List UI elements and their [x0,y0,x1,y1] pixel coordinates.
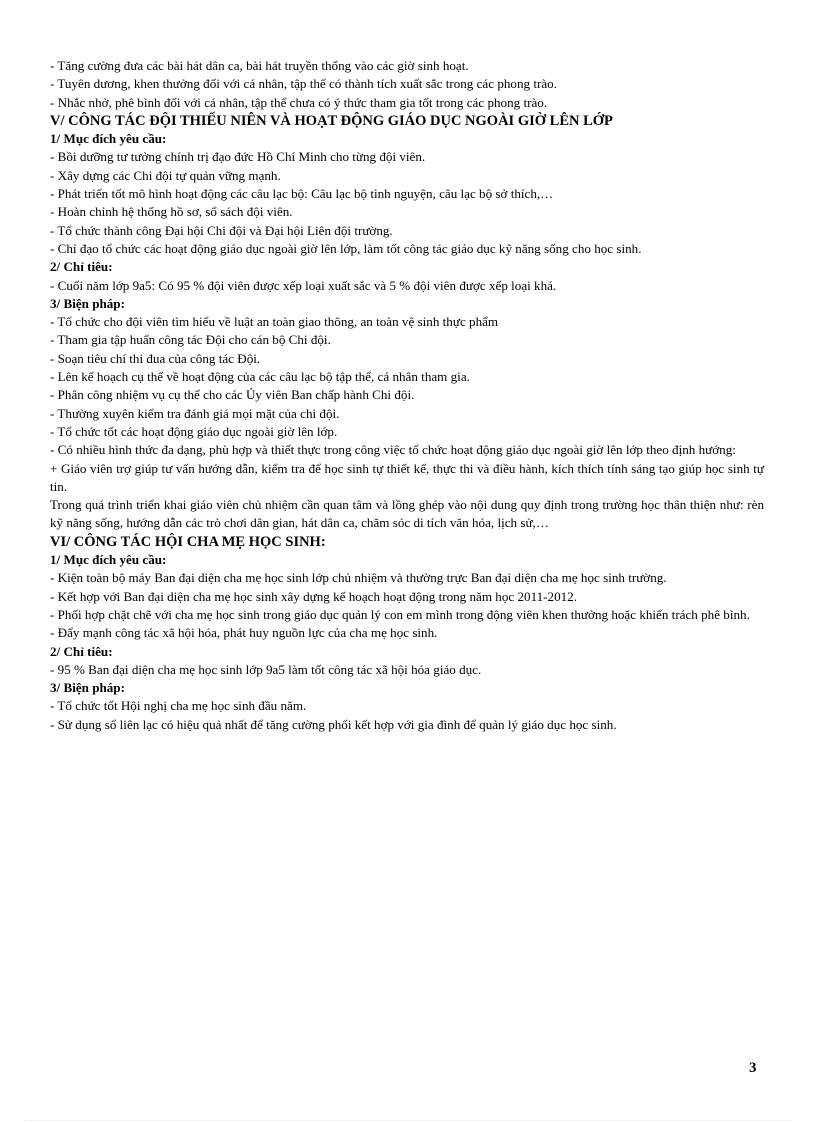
text-line: - 95 % Ban đại diện cha mẹ học sinh lớp 9a5 làm tốt công tác xã hội hóa giáo dục. [50,661,482,677]
text-line: - Tăng cường đưa các bài hát dân ca, bài hát truyền thống vào các giờ sinh hoạt. [50,58,469,73]
text-line: - Hoàn chỉnh hệ thống hồ sơ, sổ sách đội viên. [50,204,293,220]
text-line: - Tổ chức thành công Đại hội Chi đội và Đại hội Liên đội trường. [50,222,393,238]
text-line: - Tổ chức tốt Hội nghị cha mẹ học sinh đầu năm. [50,698,307,714]
text-line: - Sử dụng sổ liên lạc có hiệu quả nhất để tăng cường phối kết hợp với gia đình để quản lý giáo dục học sinh. [50,716,617,732]
subsection-heading: 1/ Mục đích yêu cầu: [50,552,167,568]
paragraph: - Kiện toàn bộ máy Ban đại diện cha mẹ học sinh lớp chủ nhiệm và thường trực Ban đại diện cha mẹ học sinh trường. [50,570,667,586]
text-line: - Thường xuyên kiểm tra đánh giá mọi mặt của chi đội. [50,405,340,421]
subsection-heading: 3/ Biện pháp: [50,680,125,696]
text-line: - Tham gia tập huấn công tác Đội cho cán bộ Chi đội. [50,332,331,348]
text-line: - Tổ chức tốt các hoạt động giáo dục ngoài giờ lên lớp. [50,423,338,439]
section-heading: VI/ CÔNG TÁC HỘI CHA MẸ HỌC SINH: [50,533,326,550]
paragraph: + Giáo viên trợ giúp tư vấn hướng dẫn, kiểm tra để học sinh tự thiết kế, thực thi và điều hành, kích thích tính sáng tạo giúp học sinh tự tin. [50,460,764,494]
subsection-heading: 3/ Biện pháp: [50,295,125,311]
paragraph: - Có nhiều hình thức đa dạng, phù hợp và thiết thực trong công việc tổ chức hoạt động giáo dục ngoài giờ lên lớp theo định hướng: [50,442,736,458]
subsection-heading: 2/ Chỉ tiêu: [50,259,113,275]
text-line: - Nhắc nhở, phê bình đối với cá nhân, tập thể chưa có ý thức tham gia tốt trong các phong trào. [50,94,548,110]
section-heading: V/ CÔNG TÁC ĐỘI THIẾU NIÊN VÀ HOẠT ĐỘNG GIÁO DỤC NGOÀI GIỜ LÊN LỚP [50,112,613,129]
paragraph: - Phối hợp chặt chẽ với cha mẹ học sinh trong giáo dục quản lý con em mình trong động viên khen thưởng hoặc khiển trách phê bình. [50,606,750,622]
text-line: - Phát triển tốt mô hình hoạt động các câu lạc bộ: Câu lạc bộ tình nguyện, câu lạc bộ sở thích,… [50,186,554,202]
document-body [50,57,764,734]
text-line: - Cuối năm lớp 9a5: Có 95 % đội viên được xếp loại xuất sắc và 5 % đội viên được xếp loại khá. [50,277,557,293]
text-line: - Tuyên dương, khen thưởng đối với cá nhân, tập thể có thành tích xuất sắc trong các phong trào. [50,76,557,92]
paragraph: - Chỉ đạo tổ chức các hoạt động giáo dục ngoài giờ lên lớp, làm tốt công tác giáo dục kỹ năng sống cho học sinh. [50,240,642,256]
text-line: - Đẩy mạnh công tác xã hội hóa, phát huy nguồn lực của cha mẹ học sinh. [50,625,438,641]
page-bottom-rule [24,1120,792,1121]
text-line: - Lên kế hoạch cụ thể về hoạt động của các câu lạc bộ tập thể, cá nhân tham gia. [50,369,470,385]
text-line: - Bồi dưỡng tư tưởng chính trị đạo đức Hồ Chí Minh cho từng đội viên. [50,149,426,165]
subsection-heading: 1/ Mục đích yêu cầu: [50,131,167,147]
text-line: - Soạn tiêu chí thi đua của công tác Đội. [50,350,261,366]
subsection-heading: 2/ Chỉ tiêu: [50,643,113,659]
paragraph: Trong quá trình triển khai giáo viên chủ nhiệm cần quan tâm và lồng ghép vào nội dung quy định trong trường học thân thiện như: rèn kỹ năng sống, hướng dẫn các trò chơi dân gian, hát dân ca, chăm sóc di tích văn hóa, lịch sử,… [50,497,764,531]
text-line: - Kết hợp với Ban đại diện cha mẹ học sinh xây dựng kế hoạch hoạt động trong năm học 2011-2012. [50,588,577,604]
text-line: - Xây dựng các Chi đội tự quản vững mạnh. [50,167,281,183]
text-line: - Phân công nhiệm vụ cụ thể cho các Ủy viên Ban chấp hành Chi đội. [50,387,415,403]
page-number: 3 [749,1060,757,1076]
text-line: - Tổ chức cho đội viên tìm hiểu về luật an toàn giao thông, an toàn vệ sinh thực phẩm [50,314,499,330]
